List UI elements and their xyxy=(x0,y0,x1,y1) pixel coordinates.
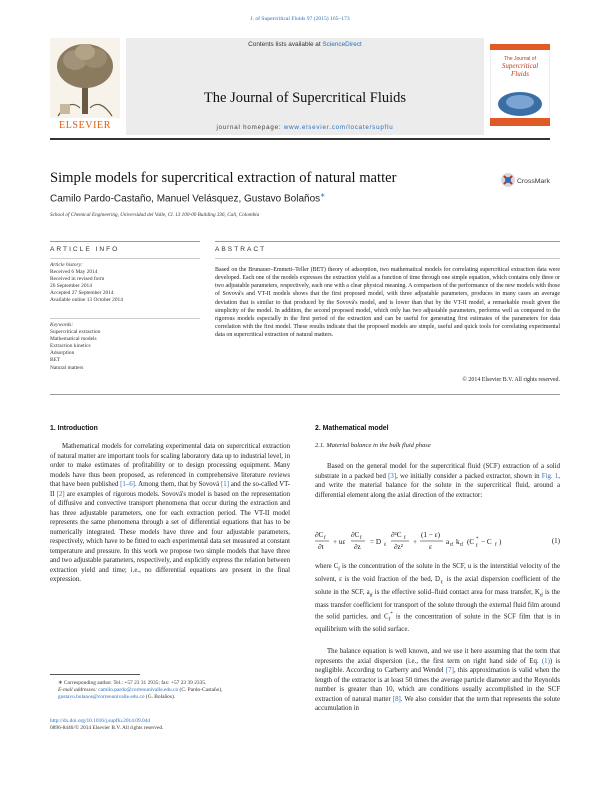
footnote-rule xyxy=(50,674,140,675)
citation-link[interactable]: [2] xyxy=(56,490,65,498)
intro-text: are examples of rigorous models. Sovová's model is based on the representation of diffusive and convective transport phenomena that occur during the extraction and has three adjustable parameters, one for each extraction period. The VT-II model represents the same phenomena through a set of differential equations that has to be numerically integrated. These models have three and four adjustable parameters, respectively, which have to be fitted to each experimental data set measured at constant temperature and pressure. In this work we propose two simple models that have three and two adjustable parameters, respectively, and explicitly express the relation between extraction yield and time; i.e., no differential equations are present in the final expression. xyxy=(50,490,290,583)
introduction-heading: 1. Introduction xyxy=(50,425,98,432)
model-text: . We also consider that the term that represents the solute accumulation in xyxy=(315,695,561,712)
svg-text:tf: tf xyxy=(450,543,454,548)
email-owner: (G. Bolaños). xyxy=(144,694,176,701)
history-item: Accepted 27 September 2014 xyxy=(50,290,114,297)
keyword: BET xyxy=(50,357,61,364)
keywords-rule xyxy=(50,318,200,319)
introduction-paragraph xyxy=(50,442,290,585)
intro-text: Mathematical models for correlating experimental data on supercritical extraction of natural matter are important tools for scaling laboratory data up to industrial level, in order to make estimates of profitability or to design processing equipment. Many models have thus been proposed, as referenced in comprehensive literature reviews that have been published xyxy=(50,443,290,488)
svg-text:f: f xyxy=(360,536,362,541)
article-info-subrule xyxy=(50,258,200,259)
material-balance-subheading: 2.1. Material balance in the bulk fluid phase xyxy=(315,442,431,449)
history-item: Available online 13 October 2014 xyxy=(50,297,123,304)
svg-text:f: f xyxy=(476,544,478,549)
model-paragraph-3 xyxy=(315,647,560,714)
sciencedirect-link[interactable]: ScienceDirect xyxy=(322,41,362,48)
svg-text:*: * xyxy=(476,537,479,542)
model-text: is the axial dispersion coefficient of the solute in the SCF, a xyxy=(315,575,560,596)
citation-link[interactable]: [1–6] xyxy=(120,481,135,488)
material-balance-equation xyxy=(315,527,545,559)
svg-text:a: a xyxy=(446,538,450,546)
homepage-label: journal homepage: xyxy=(216,124,284,131)
citation-link[interactable]: [3] xyxy=(388,472,397,480)
abstract-subrule xyxy=(215,258,560,259)
front-matter-rule xyxy=(50,394,560,395)
history-item: Received 6 May 2014 xyxy=(50,269,98,276)
email-label: E-mail addresses: xyxy=(58,687,99,694)
svg-text:f: f xyxy=(404,536,406,541)
keywords-label: Keywords: xyxy=(50,322,74,328)
author-list[interactable]: Camilo Pardo-Castaño, Manuel Velásquez, Gustavo Bolaños xyxy=(50,193,321,205)
model-text: Based on the general model for the supercritical fluid (SCF) extraction of a solid substrate in a packed bed xyxy=(315,463,560,480)
svg-text:∂t: ∂t xyxy=(318,543,324,551)
model-text: is the mass transfer coefficient for transport of the solute through the external fluid film around the solid particles, and C xyxy=(315,588,560,621)
email-note-2 xyxy=(58,694,298,701)
crossmark-icon[interactable] xyxy=(500,172,556,188)
svg-text:(C: (C xyxy=(467,538,475,546)
journal-homepage xyxy=(126,124,484,131)
corresponding-author-note: ∗ Corresponding author. Tel.: +57 23 31 2935; fax: +57 23 39 2335. xyxy=(58,680,207,686)
svg-text:∂z²: ∂z² xyxy=(394,543,403,551)
intro-text: . Among them, that by Sovová xyxy=(134,481,221,488)
svg-text:(1 − ε): (1 − ε) xyxy=(421,531,441,539)
model-text: is the concentration of the solute in the SCF, u is the interstitial velocity of the solvent, ε is the void fraction of the bed, D xyxy=(315,563,560,583)
model-text: , this approximation is valid when the length of the extractor is at least 50 times the average particle diameter and the Reynolds number is greater than 10, which are conditions usually accomplished in the SCF extraction of natural matter xyxy=(315,667,560,703)
crossmark-label: CrossMark xyxy=(517,178,550,185)
journal-cover-image[interactable] xyxy=(490,44,550,126)
svg-text:= D: = D xyxy=(370,538,382,546)
article-info-heading: ARTICLE INFO xyxy=(50,246,120,253)
model-text: is the effective solid–fluid contact area for mass transfer, K xyxy=(372,588,540,596)
model-text: is the concentration of solute in the SCF film that is in equilibrium with the solid surface. xyxy=(315,613,560,634)
model-paragraph-1 xyxy=(315,462,560,500)
contents-line xyxy=(126,41,484,48)
doi-link[interactable]: http://dx.doi.org/10.1016/j.supflu.2014.09.044 xyxy=(50,718,151,724)
svg-text:− C: − C xyxy=(481,538,492,546)
model-text: , we initially consider a packed extractor, shown in xyxy=(396,472,542,480)
keyword: Adsorption xyxy=(50,350,75,357)
equation-link[interactable]: (1) xyxy=(541,657,550,665)
email-link[interactable]: gustavo.bolanos@correounivalle.edu.co xyxy=(58,694,145,701)
article-history xyxy=(50,262,200,305)
citation-link[interactable]: [1] xyxy=(221,481,229,488)
svg-text:∂z: ∂z xyxy=(354,543,361,551)
svg-text:ℓ: ℓ xyxy=(384,543,387,548)
keyword: Mathematical models xyxy=(50,336,97,343)
email-link[interactable]: camilo.pardo@correounivalle.edu.co xyxy=(98,687,179,694)
equation-number[interactable]: (1) xyxy=(551,537,560,545)
model-text: , and write the material balance for the solute in the supercritical fluid, around a differential element along the axial direction of the extractor: xyxy=(315,472,560,499)
authors xyxy=(50,192,325,204)
citation-link[interactable]: [7] xyxy=(445,667,454,674)
model-text: where C xyxy=(315,563,339,570)
model-text: ) is negligible. According to Carberry and Wendel xyxy=(315,657,560,674)
svg-text:∂²C: ∂²C xyxy=(391,531,402,539)
doi-block xyxy=(50,718,300,732)
homepage-link[interactable]: www.elsevier.com/locate/supflu xyxy=(283,124,394,131)
mathematical-model-heading: 2. Mathematical model xyxy=(315,425,389,432)
footnotes xyxy=(58,680,298,702)
svg-text:Fluids: Fluids xyxy=(511,70,529,78)
keywords xyxy=(50,322,200,372)
history-item: Received in revised form xyxy=(50,276,105,283)
email-owner: (C. Pardo-Castaño), xyxy=(178,687,223,694)
header-rule xyxy=(50,138,550,140)
model-paragraph-2: where $C_f$ is the concentration of the solute in the SCF, u is the interstitial velocity of the solvent, ε is the void fraction of the bed, $D_\ell$ is the axial dispersion coefficient of the solute in the SCF, $a_{tf}$ is the effective solid–fluid contact area for mass transfer, $K_{tf}$ is the mass transfer coefficient for transport of the solute through the external fluid film around the solid particles, and $C_f^*$ is the concentration of solute in the SCF film that is in equilibrium with the solid surface. xyxy=(315,563,560,634)
svg-text:k: k xyxy=(456,538,460,546)
history-item: 26 September 2014 xyxy=(50,283,92,290)
history-label: Article history: xyxy=(50,262,83,268)
journal-title: The Journal of Supercritical Fluids xyxy=(203,90,407,106)
corresponding-author-mark[interactable]: ∗ xyxy=(320,193,326,199)
abstract-text: Based on the Brunauer–Emmett–Teller (BET) theory of adsorption, two mathematical models for correlating supercritical extraction data were developed. Each one of the models expresses the extraction yield as a function of time through one simple equation, which contains only three or two adjustable parameters, respectively, each one with a clear physical meaning. A comparison of the performance of the new models with those of Sovová's and VT-II models shows that the first proposed model, with three adjustable parameters, produces in many cases an average deviation that is similar to that produced by the Sovová's model, and is lower than that by the VT-II model, a remarkable result given the simplicity of the model. In addition, the second proposed model, which only has two adjustable parameters, performs well as compared to the rigorous models especially in the first period of the extraction and can be useful for generating first estimates of the parameters for data correlation with the first model. These results indicate that the proposed models are simple, useful and quick tools for correlating experimental data on supercritical extraction of natural matters. xyxy=(215,267,560,339)
abstract-copyright: © 2014 Elsevier B.V. All rights reserved. xyxy=(462,377,560,383)
keyword: Supercritical extraction xyxy=(50,329,101,336)
figure-link[interactable]: Fig. 1 xyxy=(541,472,559,480)
svg-text:+: + xyxy=(413,538,418,546)
journal-reference[interactable]: J. of Supercritical Fluids 97 (2015) 165–173 xyxy=(250,16,350,22)
contents-prefix: Contents lists available at xyxy=(248,41,323,48)
issn-line: 0896-8446/© 2014 Elsevier B.V. All rights reserved. xyxy=(50,725,164,732)
equation-1 xyxy=(315,527,560,559)
svg-text:ε: ε xyxy=(429,543,433,551)
article-title: Simple models for supercritical extraction of natural matter xyxy=(50,170,397,186)
keyword: Natural matters xyxy=(50,364,84,371)
affiliation: School of Chemical Engineering, Universidad del Valle, Cl. 13 100-00 Building 336, Cali, Colombia xyxy=(50,212,260,218)
svg-text:The Journal of: The Journal of xyxy=(504,56,536,62)
citation-link[interactable]: [8] xyxy=(392,695,401,703)
svg-text:∂C: ∂C xyxy=(315,531,324,539)
intro-text: and the so-called VT-II xyxy=(50,481,290,498)
svg-text:∂C: ∂C xyxy=(351,531,360,539)
elsevier-wordmark: ELSEVIER xyxy=(58,120,112,131)
svg-text:): ) xyxy=(499,538,502,546)
svg-text:f: f xyxy=(495,543,497,548)
svg-text:tf: tf xyxy=(460,543,464,548)
abstract-rule xyxy=(215,241,560,242)
abstract-heading: ABSTRACT xyxy=(215,246,267,253)
article-info-rule xyxy=(50,241,200,242)
keyword: Extraction kinetics xyxy=(50,343,91,350)
journal-header-band xyxy=(126,38,484,135)
svg-text:Supercritical: Supercritical xyxy=(501,62,539,70)
model-text: The balance equation is well known, and we use it here assuming that the term that represents the axial dispersion (i.e., the first term on right hand side of Eq. xyxy=(315,648,560,665)
svg-text:f: f xyxy=(324,536,326,541)
svg-text:+ uε: + uε xyxy=(333,538,346,546)
